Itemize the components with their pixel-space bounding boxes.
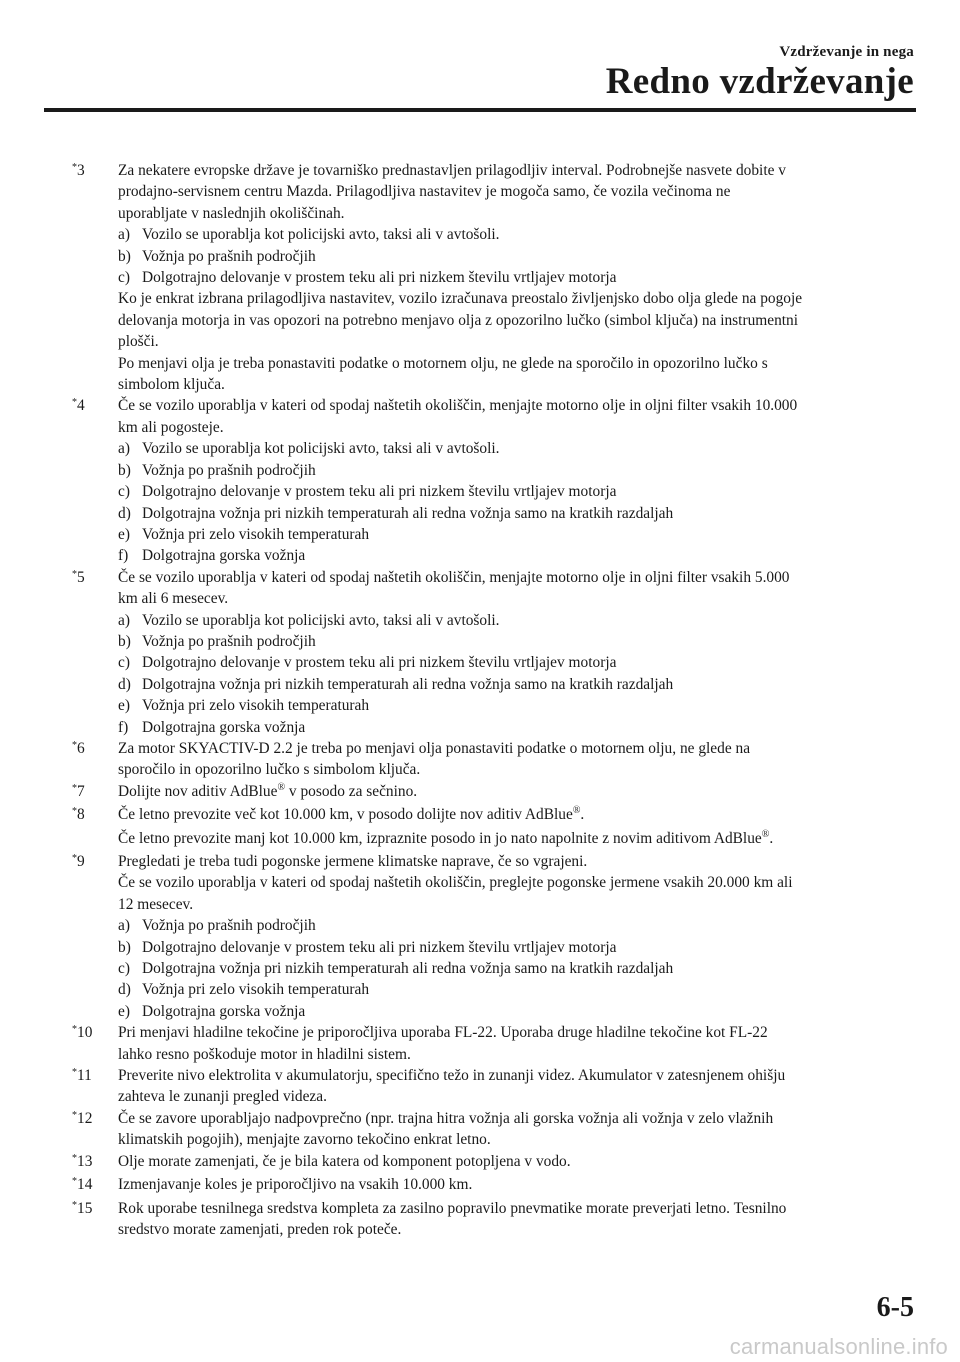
footnote-text-line: simbolom ključa. — [118, 376, 225, 394]
footnote-text-line: 12 mesecev. — [118, 895, 194, 913]
condition-list-item — [118, 717, 918, 738]
footnote-text-line: klimatskih pogojih), menjajte zavorno tekočino enkrat letno. — [118, 1131, 491, 1149]
condition-label: d) — [118, 675, 131, 693]
condition-label: a) — [118, 440, 130, 458]
condition-text: Dolgotrajno delovanje v prostem teku ali pri nizkem številu vrtljajev motorja — [142, 654, 617, 672]
footnote-text-line: Če letno prevozite manj kot 10.000 km, izpraznite posodo in jo nato napolnite z novim aditivom AdBlue®. — [118, 828, 774, 847]
footnote-4 — [72, 395, 918, 566]
condition-text: Dolgotrajno delovanje v prostem teku ali pri nizkem številu vrtljajev motorja — [142, 269, 617, 287]
footnote-body — [118, 738, 918, 781]
footnote-text-line: km ali pogosteje. — [118, 418, 224, 436]
condition-list-item — [118, 610, 918, 631]
condition-text: Vožnja pri zelo visokih temperaturah — [142, 981, 370, 999]
footnote-asterisk: * — [72, 1109, 77, 1121]
header-section-label: Vzdrževanje in nega — [779, 44, 914, 60]
condition-text: Dolgotrajna vožnja pri nizkih temperaturah ali redna vožnja samo na kratkih razdaljah — [142, 504, 674, 522]
footnote-8 — [72, 804, 918, 851]
condition-label: e) — [118, 697, 130, 715]
condition-text: Dolgotrajna vožnja pri nizkih temperaturah ali redna vožnja samo na kratkih razdaljah — [142, 960, 674, 978]
condition-list-item — [118, 481, 918, 502]
condition-label: e) — [118, 1002, 130, 1020]
condition-text: Vozilo se uporablja kot policijski avto, taksi ali v avtošoli. — [142, 440, 500, 458]
footnote-10 — [72, 1022, 918, 1065]
condition-label: b) — [118, 938, 131, 956]
footnote-text-line: Za motor SKYACTIV-D 2.2 je treba po menjavi olja ponastaviti podatke o motornem olju, ne glede na — [118, 739, 751, 757]
condition-label: a) — [118, 226, 130, 244]
condition-text: Vozilo se uporablja kot policijski avto, taksi ali v avtošoli. — [142, 226, 500, 244]
condition-text: Dolgotrajno delovanje v prostem teku ali pri nizkem številu vrtljajev motorja — [142, 938, 617, 956]
condition-list-item — [118, 652, 918, 673]
condition-text: Vožnja pri zelo visokih temperaturah — [142, 697, 370, 715]
footnote-text-line: sporočilo in opozorilno lučko s simbolom ključa. — [118, 761, 421, 779]
footnote-body — [118, 1022, 918, 1065]
footnote-text-line: Če se vozilo uporablja v kateri od spodaj naštetih okoliščin, preglejte pogonske jermene vsakih 20.000 km ali — [118, 874, 793, 892]
condition-list-item — [118, 267, 918, 288]
footnote-asterisk: * — [72, 162, 77, 173]
footnote-text-line: Pri menjavi hladilne tekočine je priporočljiva uporaba FL-22. Uporaba druge hladilne tekočine kot FL-22 — [118, 1024, 768, 1042]
footnote-body — [118, 804, 918, 851]
footnote-number: *14 — [72, 1176, 93, 1194]
condition-list-item — [118, 545, 918, 566]
watermark: carmanualsonline.info — [729, 1334, 948, 1359]
condition-label: a) — [118, 611, 130, 629]
footnote-text-line: uporabljate v naslednjih okoliščinah. — [118, 204, 345, 222]
condition-text: Vožnja po prašnih področjih — [142, 247, 316, 265]
footnote-asterisk: * — [72, 782, 77, 794]
footnote-text-line: zahteva le zunanji pregled videza. — [118, 1088, 327, 1106]
condition-list-item — [118, 224, 918, 245]
condition-label: c) — [118, 960, 130, 978]
footnote-text-line: Rok uporabe tesnilnega sredstva kompleta za zasilno popravilo pnevmatike morate preverjati letno. Tesnilno — [118, 1199, 787, 1217]
footnote-3 — [72, 160, 918, 395]
footnote-asterisk: * — [72, 1024, 77, 1036]
header-divider — [44, 108, 916, 112]
footnote-9 — [72, 851, 918, 1022]
condition-text: Vožnja po prašnih področjih — [142, 632, 316, 650]
condition-text: Vožnja po prašnih področjih — [142, 917, 316, 935]
condition-label: c) — [118, 654, 130, 672]
condition-label: d) — [118, 504, 131, 522]
footnote-asterisk: * — [72, 739, 77, 751]
footnote-body — [118, 1065, 918, 1108]
condition-text: Dolgotrajna gorska vožnja — [142, 547, 306, 565]
footnote-number: *3 — [72, 162, 85, 179]
footnote-number: *9 — [72, 853, 85, 870]
footnote-text-line: Ko je enkrat izbrana prilagodljiva nastavitev, vozilo izračunava preostalo življenjsko dobo olja glede na pogoje — [118, 290, 803, 308]
footnote-text-line: Dolijte nov aditiv AdBlue® v posodo za sečnino. — [118, 781, 418, 800]
condition-list-item — [118, 915, 918, 936]
footnote-body — [118, 567, 918, 738]
footnote-text-line: lahko resno poškoduje motor in hladilni sistem. — [118, 1045, 411, 1063]
condition-label: c) — [118, 483, 130, 501]
condition-text: Dolgotrajna gorska vožnja — [142, 718, 306, 736]
footnote-body — [118, 1174, 918, 1197]
footnote-text-line: Za nekatere evropske države je tovarniško prednastavljen prilagodljiv interval. Podrobnejše nasvete dobite v — [118, 162, 786, 179]
condition-list-item — [118, 695, 918, 716]
page-title: Redno vzdrževanje — [605, 61, 914, 102]
footnote-7 — [72, 781, 918, 804]
condition-label: b) — [118, 247, 131, 265]
footnote-asterisk: * — [72, 1152, 77, 1164]
footnote-5 — [72, 567, 918, 738]
footnote-text-line: km ali 6 mesecev. — [118, 590, 229, 608]
condition-list-item — [118, 503, 918, 524]
condition-label: a) — [118, 917, 130, 935]
footnote-12 — [72, 1108, 918, 1151]
footnote-number: *5 — [72, 568, 85, 586]
condition-list-item — [118, 631, 918, 652]
condition-text: Vožnja pri zelo visokih temperaturah — [142, 525, 370, 543]
condition-text: Dolgotrajno delovanje v prostem teku ali pri nizkem številu vrtljajev motorja — [142, 483, 617, 501]
footnote-body — [118, 1151, 918, 1174]
footnote-list — [72, 160, 918, 1240]
footnote-asterisk: * — [72, 806, 77, 818]
condition-list-item — [118, 674, 918, 695]
footnote-text-line: Preverite nivo elektrolita v akumulatorju, specifično težo in zunanji videz. Akumulator v zatesnjenem ohišju — [118, 1067, 786, 1085]
condition-list-item — [118, 246, 918, 267]
footnote-asterisk: * — [72, 397, 77, 409]
footnote-number: *6 — [72, 739, 85, 757]
footnote-text-line: Če se zavore uporabljajo nadpovprečno (npr. trajna hitra vožnja ali gorska vožnja ali vožnja v zelo vlažnih — [118, 1109, 774, 1127]
condition-list-item — [118, 524, 918, 545]
condition-list-item — [118, 958, 918, 979]
footnote-asterisk: * — [72, 1067, 77, 1079]
footnote-number: *7 — [72, 782, 85, 800]
footnote-15 — [72, 1198, 918, 1241]
footnote-14 — [72, 1174, 918, 1197]
condition-list-item — [118, 460, 918, 481]
footnote-text-line: Če se vozilo uporablja v kateri od spodaj naštetih okoliščin, menjajte motorno olje in oljni filter vsakih 5.000 — [118, 568, 790, 586]
footnote-11 — [72, 1065, 918, 1108]
footnote-body — [118, 1198, 918, 1241]
footnote-asterisk: * — [72, 568, 77, 580]
footnote-text-line: prodajno-servisnem centru Mazda. Prilagodljiva nastavitev je mogoča samo, če vozila večinoma ne — [118, 183, 731, 201]
footnote-text-line: plošči. — [118, 333, 159, 351]
condition-label: c) — [118, 269, 130, 287]
footnote-text-line: Če letno prevozite več kot 10.000 km, v posodo dolijte nov aditiv AdBlue®. — [118, 805, 585, 824]
condition-text: Dolgotrajna gorska vožnja — [142, 1002, 306, 1020]
footnote-text-line: Če se vozilo uporablja v kateri od spodaj naštetih okoliščin, menjajte motorno olje in oljni filter vsakih 10.000 — [118, 397, 798, 415]
footnote-6 — [72, 738, 918, 781]
footnote-text-line: Izmenjavanje koles je priporočljivo na vsakih 10.000 km. — [118, 1176, 473, 1194]
condition-list-item — [118, 1001, 918, 1022]
footnote-asterisk: * — [72, 1176, 77, 1188]
condition-text: Dolgotrajna vožnja pri nizkih temperaturah ali redna vožnja samo na kratkih razdaljah — [142, 675, 674, 693]
footnote-body — [118, 160, 918, 395]
footnote-body — [118, 781, 918, 804]
page-number: 6-5 — [876, 1292, 914, 1323]
condition-label: b) — [118, 632, 131, 650]
footnote-number: *10 — [72, 1024, 93, 1042]
condition-label: b) — [118, 461, 131, 479]
footnote-text-line: Po menjavi olja je treba ponastaviti podatke o motornem olju, ne glede na sporočilo in opozorilno lučko s — [118, 354, 768, 372]
condition-text: Vozilo se uporablja kot policijski avto, taksi ali v avtošoli. — [142, 611, 500, 629]
condition-label: f) — [118, 718, 129, 736]
condition-label: e) — [118, 525, 130, 543]
condition-list-item — [118, 937, 918, 958]
footnote-number: *11 — [72, 1067, 92, 1085]
footnote-number: *15 — [72, 1199, 93, 1217]
footnote-13 — [72, 1151, 918, 1174]
footnote-text-line: sredstvo morate zamenjati, preden rok poteče. — [118, 1220, 402, 1238]
footnote-body — [118, 1108, 918, 1151]
footnote-asterisk: * — [72, 853, 77, 864]
footnote-body — [118, 395, 918, 566]
condition-list-item — [118, 438, 918, 459]
footnote-text-line: delovanja motorja in vas opozori na potrebno menjavo olja z opozorilno lučko (simbol ključa) na instrumentni — [118, 311, 799, 329]
footnote-asterisk: * — [72, 1199, 77, 1211]
condition-label: d) — [118, 981, 131, 999]
condition-label: f) — [118, 547, 129, 565]
footnote-text-line: Olje morate zamenjati, če je bila katera od komponent potopljena v vodo. — [118, 1152, 571, 1170]
footnote-number: *13 — [72, 1152, 93, 1170]
footnote-text-line: Pregledati je treba tudi pogonske jermene klimatske naprave, če so vgrajeni. — [118, 853, 588, 870]
condition-text: Vožnja po prašnih področjih — [142, 461, 316, 479]
footnote-body — [118, 851, 918, 1022]
condition-list-item — [118, 979, 918, 1000]
footnote-number: *4 — [72, 397, 85, 415]
footnote-number: *12 — [72, 1109, 93, 1127]
footnote-number: *8 — [72, 806, 85, 824]
